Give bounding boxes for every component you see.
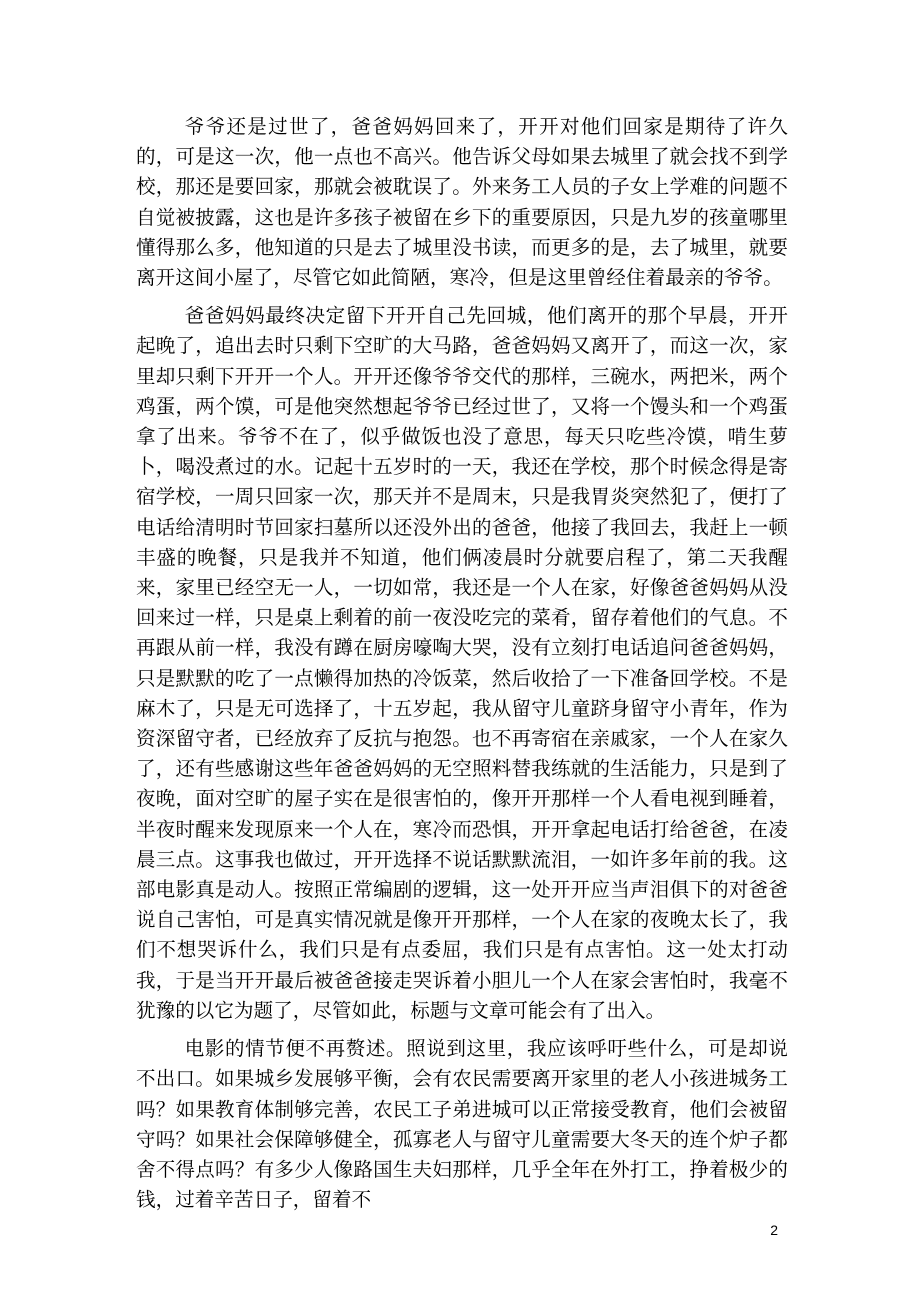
paragraph-1: 爷爷还是过世了，爸爸妈妈回来了，开开对他们回家是期待了许久的，可是这一次，他一点也不高兴。他告诉父母如果去城里了就会找不到学校，那还是要回家，那就会被耽误了。外来务工人员的子女上学难的问题不自觉被披露，这也是许多孩子被留在乡下的重要原因，只是九岁的孩童哪里懂得那么多，他知道的只是去了城里没书读，而更多的是，去了城里，就要离开这间小屋了，尽管它如此简陋，寒冷，但是这里曾经住着最亲的爷爷。 [136,115,788,290]
paragraph-2: 爸爸妈妈最终决定留下开开自己先回城，他们离开的那个早晨，开开起晚了，追出去时只剩下空旷的大马路，爸爸妈妈又离开了，而这一次，家里却只剩下开开一个人。开开还像爷爷交代的那样，三碗水，两把米，两个鸡蛋，两个馍，可是他突然想起爷爷已经过世了，又将一个馒头和一个鸡蛋拿了出来。爷爷不在了，似乎做饭也没了意思，每天只吃些冷馍，啃生萝卜，喝没煮过的水。记起十五岁时的一天，我还在学校，那个时候念得是寄宿学校，一周只回家一次，那天并不是周末，只是我胃炎突然犯了，便打了电话给清明时节回家扫墓所以还没外出的爸爸，他接了我回去，我赶上一顿丰盛的晚餐，只是我并不知道，他们俩凌晨时分就要启程了，第二天我醒来，家里已经空无一人，一切如常，我还是一个人在家，好像爸爸妈妈从没回来过一样，只是桌上剩着的前一夜没吃完的菜肴，留存着他们的气息。不再跟从前一样，我没有蹲在厨房嚎啕大哭，没有立刻打电话追问爸爸妈妈，只是默默的吃了一点懒得加热的冷饭菜，然后收拾了一下准备回学校。不是麻木了，只是无可选择了，十五岁起，我从留守儿童跻身留守小青年，作为资深留守者，已经放弃了反抗与抱怨。也不再寄宿在亲戚家，一个人在家久了，还有些感谢这些年爸爸妈妈的无空照料替我练就的生活能力，只是到了夜晚，面对空旷的屋子实在是很害怕的，像开开那样一个人看电视到睡着，半夜时醒来发现原来一个人在，寒冷而恐惧，开开拿起电话打给爸爸，在凌晨三点。这事我也做过，开开选择不说话默默流泪，一如许多年前的我。这部电影真是动人。按照正常编剧的逻辑，这一处开开应当声泪俱下的对爸爸说自己害怕，可是真实情况就是像开开那样，一个人在家的夜晚太长了，我们不想哭诉什么，我们只是有点委屈，我们只是有点害怕。这一处太打动我，于是当开开最后被爸爸接走哭诉着小胆儿一个人在家会害怕时，我毫不犹豫的以它为题了，尽管如此，标题与文章可能会有了出入。 [136,304,788,1022]
paragraph-3: 电影的情节便不再赘述。照说到这里，我应该呼吁些什么，可是却说不出口。如果城乡发展够平衡，会有农民需要离开家里的老人小孩进城务工吗？如果教育体制够完善，农民工子弟进城可以正常接受教育，他们会被留守吗？如果社会保障够健全，孤寡老人与留守儿童需要大冬天的连个炉子都舍不得点吗？有多少人像路国生夫妇那样，几乎全年在外打工，挣着极少的钱，过着辛苦日子，留着不 [136,1037,788,1212]
document-body [136,112,788,1223]
page-number: 2 [770,1222,778,1238]
